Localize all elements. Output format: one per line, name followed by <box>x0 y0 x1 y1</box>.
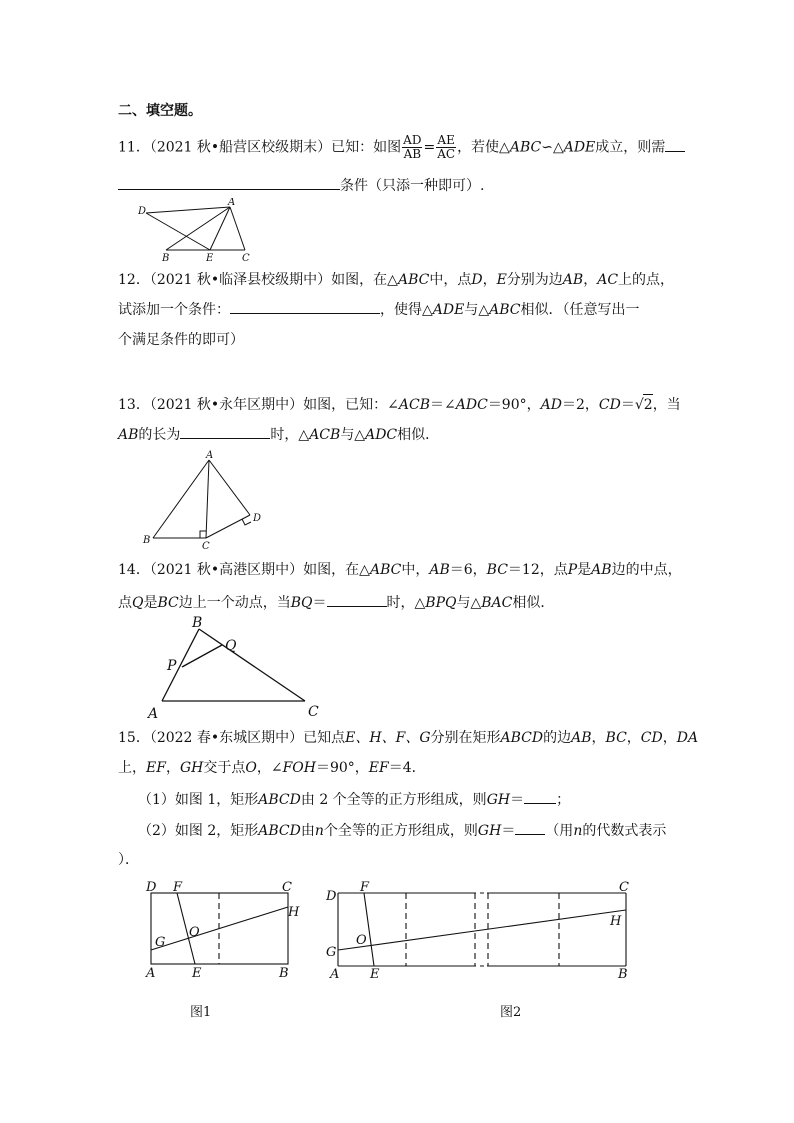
q15-line2-b: ， <box>165 760 180 776</box>
q14-line2-d: ＝ <box>312 595 327 611</box>
q15-source: （2022 春•东城区期中） <box>149 730 304 746</box>
q14-label-p: P <box>167 658 177 674</box>
q15-sub1-a: （1）如图 1，矩形 <box>138 792 259 808</box>
q15-line2-a: 上， <box>118 760 146 776</box>
q13-line2-d: 相似． <box>397 427 440 443</box>
q15-fig2-label-a: A <box>330 967 340 982</box>
q15-bc: BC <box>605 730 627 746</box>
q14-p2: 中， <box>401 562 430 578</box>
q12-p2: 中，点 <box>429 272 472 288</box>
q12-p4: 上的点， <box>618 272 675 288</box>
q11-label-e: E <box>206 253 214 264</box>
q15-fig2-label-f: F <box>360 880 370 895</box>
q13-t1: ACB <box>309 427 341 443</box>
q15-cd: CD <box>640 730 663 746</box>
q14-ab: AB <box>429 562 450 578</box>
q15-ab: AB <box>571 730 592 746</box>
q11-label-c: C <box>242 253 250 264</box>
q14-label-b: B <box>192 615 203 631</box>
q12-t1: ABC <box>397 272 430 288</box>
q14-number: 14． <box>118 562 150 578</box>
q13-p5: ＝ <box>620 397 635 413</box>
q15-fig2-label-c: C <box>619 880 629 895</box>
q15-p2: 分别在矩形 <box>430 730 501 746</box>
q14-q: Q <box>132 595 144 611</box>
q11-lead: 已知：如图 <box>331 139 402 156</box>
q15-sub2-d: ＝ <box>501 823 516 839</box>
q15-ef2: EF <box>368 760 389 776</box>
q12-t2: ADE <box>432 302 465 318</box>
q11-line1 <box>118 134 685 161</box>
q15-fig1-label-c: C <box>282 880 292 895</box>
q12-line2-c: 与△ <box>464 302 490 318</box>
q14-p: P <box>567 562 578 578</box>
q13-blank[interactable] <box>180 424 270 439</box>
q14-bq: BQ <box>290 595 313 611</box>
q15-fig2-label-o: O <box>356 933 367 948</box>
q15-figure-2 <box>320 876 640 986</box>
q15-fig2-label-g: G <box>326 945 337 960</box>
q12-ac: AC <box>597 272 619 288</box>
q15-fig2-label-e: E <box>370 967 380 982</box>
q14-t3: BAC <box>481 595 513 611</box>
q14-label-c: C <box>308 704 319 720</box>
q15-sub2 <box>138 820 666 841</box>
q15-sub2-n2: n <box>573 823 583 839</box>
q14-line2-b: 是 <box>143 595 158 611</box>
q11-t1: ABC <box>509 139 542 156</box>
q15-figure-1 <box>140 876 310 986</box>
q11-fraction-1 <box>402 134 422 161</box>
q14-t2: BPQ <box>425 595 457 611</box>
q14-label-q: Q <box>225 638 237 654</box>
q15-sub2-f: 的代数式表示 <box>582 823 667 839</box>
frac1-den: AB <box>403 147 422 161</box>
q11-line2 <box>118 175 484 196</box>
q14-line1 <box>118 560 682 580</box>
q13-cd: CD <box>598 397 621 413</box>
q13-line2-b: 时，△ <box>270 427 310 443</box>
q12-d: D <box>471 272 483 288</box>
q13-p6: ，当 <box>652 397 681 413</box>
q15-sub2-n: n <box>314 823 324 839</box>
q15-gh: GH <box>179 760 204 776</box>
q12-e: E <box>496 272 507 288</box>
q15-p1: 已知点 <box>303 730 346 746</box>
q13-p2: ＝∠ <box>430 397 456 413</box>
q14-p4: ＝12，点 <box>507 562 568 578</box>
q15-sub1 <box>138 789 570 810</box>
q12-source: （2021 秋•临泽县校级期中） <box>149 272 332 288</box>
q14-t1: ABC <box>369 562 402 578</box>
q15-line2-f: ＝4． <box>388 760 426 776</box>
q11-source: （2021 秋•船营区校级期末） <box>149 139 332 156</box>
q15-fig2-label-b: B <box>618 967 628 982</box>
q13-line2-c: 与△ <box>340 427 366 443</box>
q12-line2-d: 相似．（任意写出一 <box>520 302 640 318</box>
q11-label-b: B <box>162 253 170 264</box>
q12-number: 12． <box>118 272 150 288</box>
q15-o: O <box>245 760 257 776</box>
q15-c1: ， <box>591 730 606 746</box>
q15-fig1-label-h: H <box>288 905 300 920</box>
q15-line2-e: ＝90°， <box>315 760 369 776</box>
q15-fig1-label-o: O <box>189 925 200 940</box>
frac2-num: AE <box>437 133 455 147</box>
q13-adc: ADC <box>455 397 488 413</box>
q15-sub1-c: ＝ <box>510 792 525 808</box>
q13-sqrt-val: 2 <box>643 394 653 415</box>
q14-line2-a: 点 <box>118 595 132 611</box>
q15-sub1-abcd: ABCD <box>258 792 301 808</box>
q11-fraction-2 <box>436 134 456 161</box>
q15-fig1-label-b: B <box>279 966 289 981</box>
q15-sub1-blank[interactable] <box>524 789 556 804</box>
q14-line2-e: 时，△ <box>386 595 426 611</box>
q15-sub2-c: 个全等的正方形组成，则 <box>323 823 478 839</box>
q11-blank-b[interactable] <box>118 175 340 190</box>
q15-sub2-blank[interactable] <box>515 820 545 835</box>
q14-line2-g: 相似． <box>512 595 555 611</box>
q14-bc2: BC <box>157 595 179 611</box>
q14-label-a: A <box>148 706 159 722</box>
q11-label-d: D <box>138 206 147 217</box>
q12-t3: ABC <box>489 302 521 318</box>
q15-line2-c: 交于点 <box>203 760 246 776</box>
q12-blank[interactable] <box>230 299 380 314</box>
q15-fig2-label-d: D <box>326 889 337 904</box>
q13-line2-a: 的长为 <box>138 427 181 443</box>
q14-p1: 如图，在△ <box>303 562 370 578</box>
section-title: 二、填空题。 <box>118 103 202 119</box>
q13-figure <box>140 449 270 553</box>
q13-line2 <box>118 424 439 445</box>
q11-eq: = <box>423 139 436 156</box>
q15-sub2-a: （2）如图 2，矩形 <box>138 823 259 839</box>
q13-t2: ADC <box>365 427 398 443</box>
q14-figure <box>140 612 340 724</box>
q13-ad: AD <box>540 397 562 413</box>
q14-line2 <box>118 592 554 613</box>
q12-line2-a: 试添加一个条件： <box>118 302 230 318</box>
q13-acb: ACB <box>398 397 431 413</box>
q15-sub1-b: 由 2 个全等的正方形组成，则 <box>300 792 487 808</box>
frac2-den: AC <box>437 147 456 161</box>
q13-label-d: D <box>253 513 262 524</box>
q12-line3: 个满足条件的即可） <box>118 332 244 348</box>
q14-p5: 是 <box>577 562 592 578</box>
q11-label-a: A <box>228 198 236 208</box>
q15-line2-d: ，∠ <box>256 760 283 776</box>
q15-sub2-abcd: ABCD <box>258 823 301 839</box>
q12-comma: ， <box>482 272 497 288</box>
q15-fig1-label-a: A <box>146 966 156 981</box>
q13-number: 13． <box>118 397 150 413</box>
q15-c3: ， <box>662 730 677 746</box>
q15-fig1-label-f: F <box>173 880 183 895</box>
q15-fig2-caption: 图2 <box>500 1005 522 1020</box>
q11-t2: ADE <box>563 139 596 156</box>
q15-da: DA <box>676 730 699 746</box>
q15-fig1-label-g: G <box>155 935 166 950</box>
q15-p3: 的边 <box>543 730 572 746</box>
q12-comma2: ， <box>583 272 598 288</box>
q14-blank[interactable] <box>327 592 387 607</box>
q14-line2-c: 边上一个动点，当 <box>178 595 291 611</box>
q11-blank-a[interactable] <box>665 137 685 152</box>
q15-sub1-d: ； <box>556 792 571 808</box>
q15-c2: ， <box>626 730 641 746</box>
q15-number: 15． <box>118 730 150 746</box>
q12-p3: 分别为边 <box>506 272 563 288</box>
q15-line1 <box>118 728 698 748</box>
q15-abcd: ABCD <box>500 730 544 746</box>
q15-ef: EF <box>146 760 166 776</box>
q12-ab: AB <box>562 272 584 288</box>
q14-line2-f: 与△ <box>456 595 482 611</box>
q15-sub2-end: ）． <box>118 852 139 868</box>
q12-line2 <box>118 299 640 320</box>
q11-sim: ∽△ <box>541 139 564 156</box>
q12-line1 <box>118 270 674 290</box>
q15-sub1-gh: GH <box>486 792 511 808</box>
q13-line2-ab: AB <box>118 427 139 443</box>
q15-sub2-gh: GH <box>477 823 502 839</box>
q15-fig1-label-e: E <box>192 966 202 981</box>
q11-number: 11． <box>118 139 150 156</box>
q15-sub2-e: （用 <box>545 823 574 839</box>
q13-sqrt-sym: √ <box>634 397 644 413</box>
q13-label-b: B <box>143 535 151 546</box>
q14-ab2: AB <box>591 562 612 578</box>
q13-source: （2021 秋•永年区期中） <box>149 397 304 413</box>
q15-pts: E、H、F、G <box>345 730 431 746</box>
q15-fig2-label-h: H <box>610 914 622 929</box>
q14-p3: ＝6， <box>449 562 487 578</box>
q14-p6: 边的中点， <box>611 562 682 578</box>
q13-p3: ＝90°， <box>487 397 541 413</box>
q14-source: （2021 秋•高港区期中） <box>149 562 304 578</box>
q13-label-a: A <box>206 450 214 461</box>
q12-p1: 如图，在△ <box>331 272 398 288</box>
q15-sub2-b: 由 <box>300 823 315 839</box>
q15-fig1-label-d: D <box>146 880 157 895</box>
q13-p1: 如图，已知：∠ <box>303 397 399 413</box>
q12-line2-b: ，使得△ <box>380 302 433 318</box>
q14-bc: BC <box>486 562 508 578</box>
frac1-num: AD <box>403 133 422 147</box>
q15-fig1-caption: 图1 <box>190 1005 212 1020</box>
q13-line1 <box>118 394 681 415</box>
q15-line2 <box>118 758 426 778</box>
q13-label-c: C <box>202 541 210 552</box>
q15-foh: FOH <box>282 760 316 776</box>
q11-figure <box>132 198 262 264</box>
q13-p4: ＝2， <box>561 397 599 413</box>
q11-mid1: ，若使△ <box>457 139 510 156</box>
q11-tail: 成立，则需 <box>595 139 666 156</box>
q11-line2-tail: 条件（只添一种即可）. <box>340 178 485 194</box>
